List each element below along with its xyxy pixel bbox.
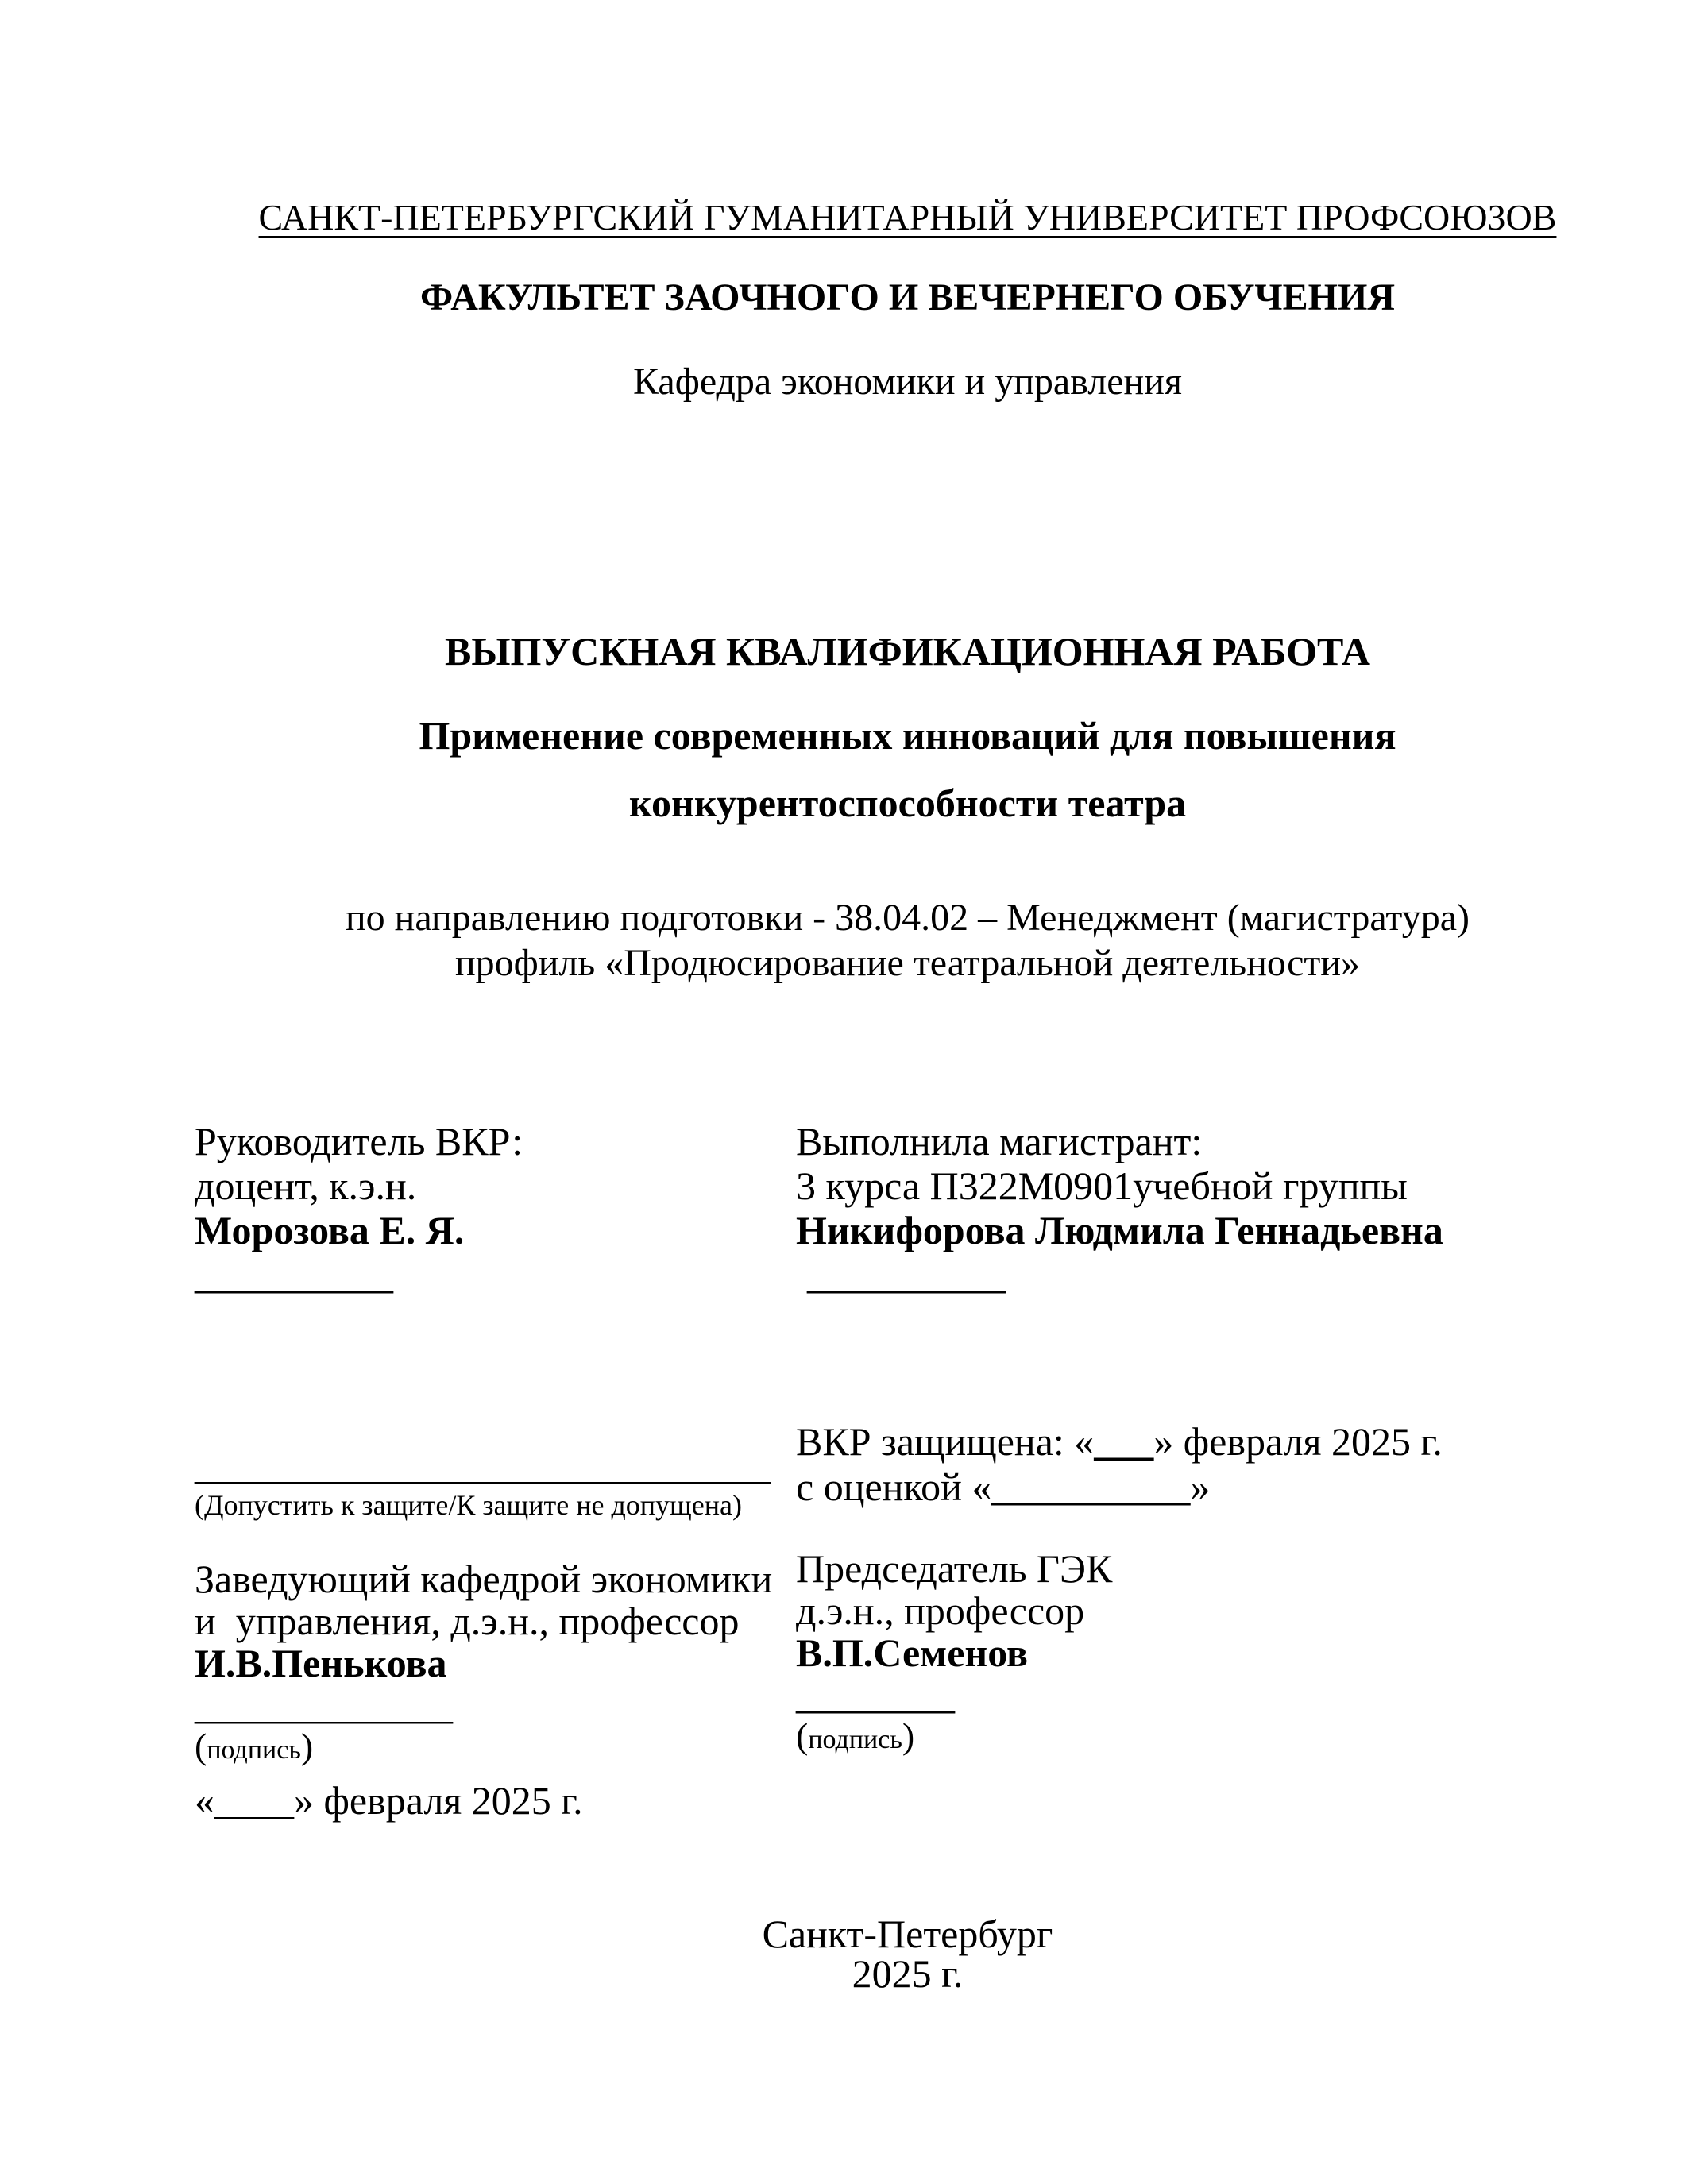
work-type-heading: ВЫПУСКНАЯ КВАЛИФИКАЦИОННАЯ РАБОТА <box>445 629 1370 673</box>
student-name: Никифорова Людмила Геннадьевна <box>796 1208 1443 1252</box>
department-head-title-line2: и управления, д.э.н., профессор <box>195 1599 740 1643</box>
thesis-topic-line2: конкурентоспособности театра <box>628 781 1187 825</box>
paren-open: ( <box>796 1715 809 1756</box>
faculty-name: ФАКУЛЬТЕТ ЗАОЧНОГО И ВЕЧЕРНЕГО ОБУЧЕНИЯ <box>419 276 1396 318</box>
student-block <box>796 1119 1551 1297</box>
department-head-block <box>195 1558 782 1822</box>
study-program <box>195 895 1620 986</box>
department-head-signature-caption <box>195 1727 782 1769</box>
thesis-topic <box>195 702 1620 837</box>
admission-caption: (Допустить к защите/К защите не допущена) <box>195 1489 742 1521</box>
supervisor-degree: доцент, к.э.н. <box>195 1163 417 1208</box>
defense-block <box>796 1419 1622 1510</box>
department-head-date-line: «____» февраля 2025 г. <box>195 1778 583 1823</box>
supervisor-role: Руководитель ВКР: <box>195 1119 523 1163</box>
paren-close: ) <box>902 1715 915 1756</box>
study-program-line1: по направлению подготовки - 38.04.02 – Менеджмент (магистратура) <box>345 897 1470 939</box>
paren-close: ) <box>300 1726 314 1766</box>
student-role: Выполнила магистрант: <box>796 1119 1203 1163</box>
supervisor-block <box>195 1119 774 1297</box>
admission-block <box>195 1443 798 1522</box>
gek-chairman-signature-caption <box>796 1716 1511 1758</box>
student-signature-line: __________ <box>807 1252 1006 1297</box>
department-name: Кафедра экономики и управления <box>633 361 1182 403</box>
defense-day-blank: ___ <box>1094 1419 1154 1464</box>
signature-caption-word: подпись <box>207 1735 301 1765</box>
department-head-name: И.В.Пенькова <box>195 1641 447 1685</box>
defense-date-suffix: » февраля 2025 г. <box>1153 1419 1443 1464</box>
footer-year: 2025 г. <box>852 1951 964 1996</box>
gek-chairman-title-line2: д.э.н., профессор <box>796 1588 1085 1633</box>
department-head-title-line1: Заведующий кафедрой экономики <box>195 1557 773 1601</box>
gek-chairman-title-line1: Председатель ГЭК <box>796 1546 1113 1591</box>
student-group: 3 курса П322М0901учебной группы <box>796 1163 1408 1208</box>
footer-block <box>195 1912 1620 1996</box>
paren-open: ( <box>195 1726 207 1766</box>
footer-city: Санкт-Петербург <box>762 1912 1053 1956</box>
thesis-topic-line1: Применение современных инноваций для повышения <box>419 713 1396 758</box>
gek-chairman-name: В.П.Семенов <box>796 1630 1028 1675</box>
study-program-line2: профиль «Продюсирование театральной деятельности» <box>454 942 1361 984</box>
defense-date-prefix: ВКР защищена: « <box>796 1419 1095 1464</box>
supervisor-name: Морозова Е. Я. <box>195 1208 465 1252</box>
signature-caption-word: подпись <box>808 1725 902 1754</box>
university-name: САНКТ-ПЕТЕРБУРГСКИЙ ГУМАНИТАРНЫЙ УНИВЕРСИТЕТ ПРОФСОЮЗОВ <box>258 197 1557 237</box>
defense-date-line <box>796 1419 1622 1464</box>
defense-grade-line: с оценкой «__________» <box>796 1464 1211 1509</box>
supervisor-signature-line: __________ <box>195 1252 393 1297</box>
gek-chairman-block <box>796 1548 1511 1758</box>
department-head-signature-line: _____________ <box>195 1683 453 1727</box>
admission-blank-line: _____________________________ <box>195 1443 771 1488</box>
gek-chairman-signature-line: ________ <box>796 1673 955 1717</box>
